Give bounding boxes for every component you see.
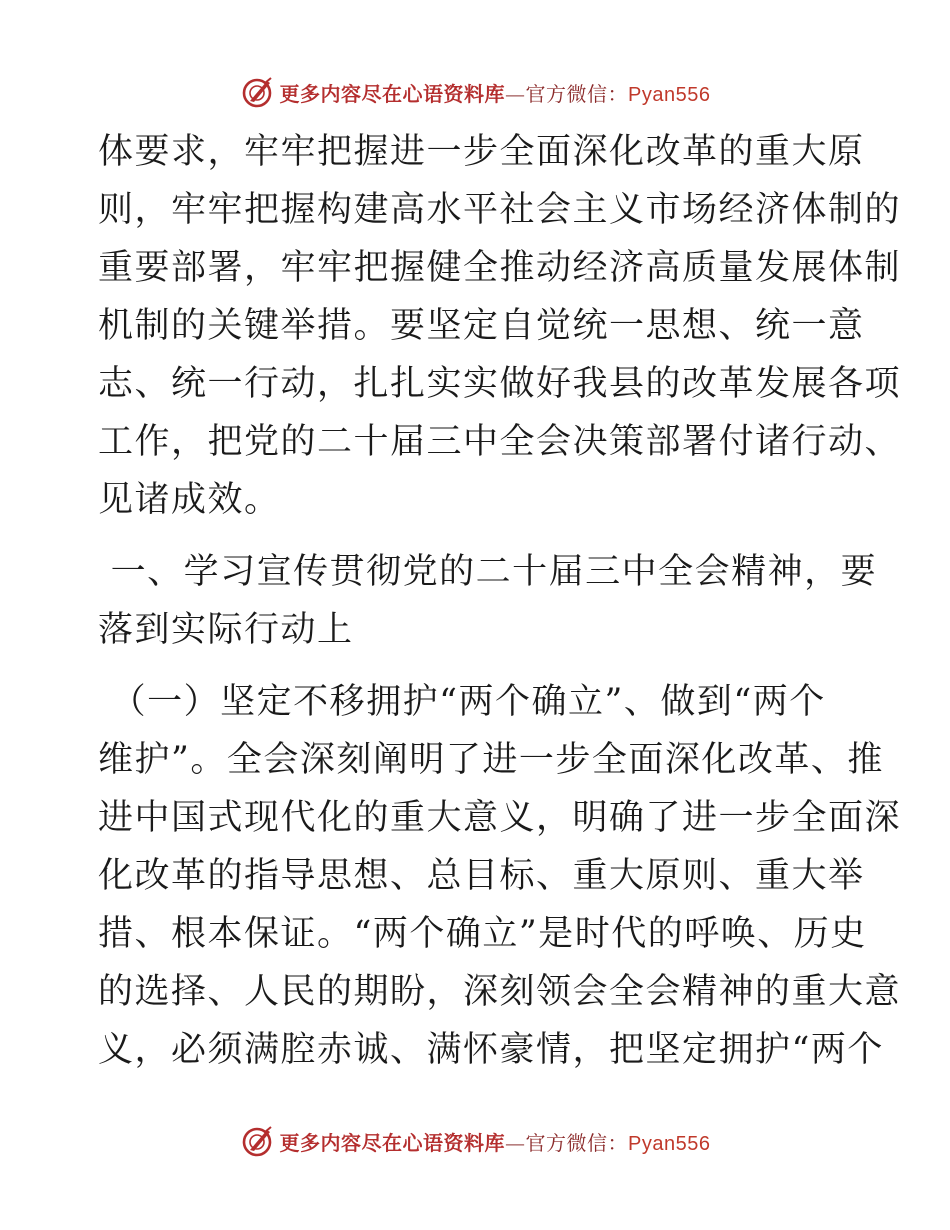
text-line: 工作，把党的二十届三中全会决策部署付诸行动、 [98,422,902,462]
text-line: 见诸成效。 [98,480,281,520]
section-heading [98,543,878,659]
text-line: 志、统一行动，扎扎实实做好我县的改革发展各项 [98,364,902,404]
text-line: （一）坚定不移拥护“两个确立”、做到“两个 [98,682,826,722]
footer-watermark [0,1121,950,1161]
watermark-wechat-label: 官方微信： [525,81,629,106]
text-line: 措、根本保证。“两个确立”是时代的呼唤、历史 [98,914,867,954]
watermark-wechat-id: Pyan556 [628,1132,711,1155]
text-line: 义，必须满腔赤诚、满怀豪情，把坚定拥护“两个 [98,1030,884,1070]
text-line: 维护”。全会深刻阐明了进一步全面深化改革、推 [98,740,884,780]
text-line: 机制的关键举措。要坚定自觉统一思想、统一意 [98,306,865,346]
paragraph [98,123,902,529]
feather-quill-seal-icon [240,75,274,109]
text-line: 进中国式现代化的重大意义，明确了进一步全面深 [98,798,902,838]
text-line: 的选择、人民的期盼，深刻领会全会精神的重大意 [98,972,902,1012]
text-line: 体要求，牢牢把握进一步全面深化改革的重大原 [98,132,865,172]
header-watermark [0,72,950,112]
watermark-dash: — [505,1130,526,1155]
feather-quill-seal-icon [240,1124,274,1158]
text-line: 化改革的指导思想、总目标、重大原则、重大举 [98,856,865,896]
document-body [98,123,902,1079]
text-line: 则，牢牢把握构建高水平社会主义市场经济体制的 [98,190,902,230]
text-line: 重要部署，牢牢把握健全推动经济高质量发展体制 [98,248,902,288]
paragraph [98,673,902,1079]
heading-line: 一、学习宣传贯彻党的二十届三中全会精神，要 [98,552,878,592]
watermark-wechat-label: 官方微信： [525,1130,629,1155]
watermark-wechat-id: Pyan556 [628,83,711,106]
watermark-main-text: 更多内容尽在心语资料库 [279,81,506,106]
watermark-main-text: 更多内容尽在心语资料库 [279,1130,506,1155]
heading-line: 落到实际行动上 [98,610,354,650]
watermark-dash: — [505,81,526,106]
